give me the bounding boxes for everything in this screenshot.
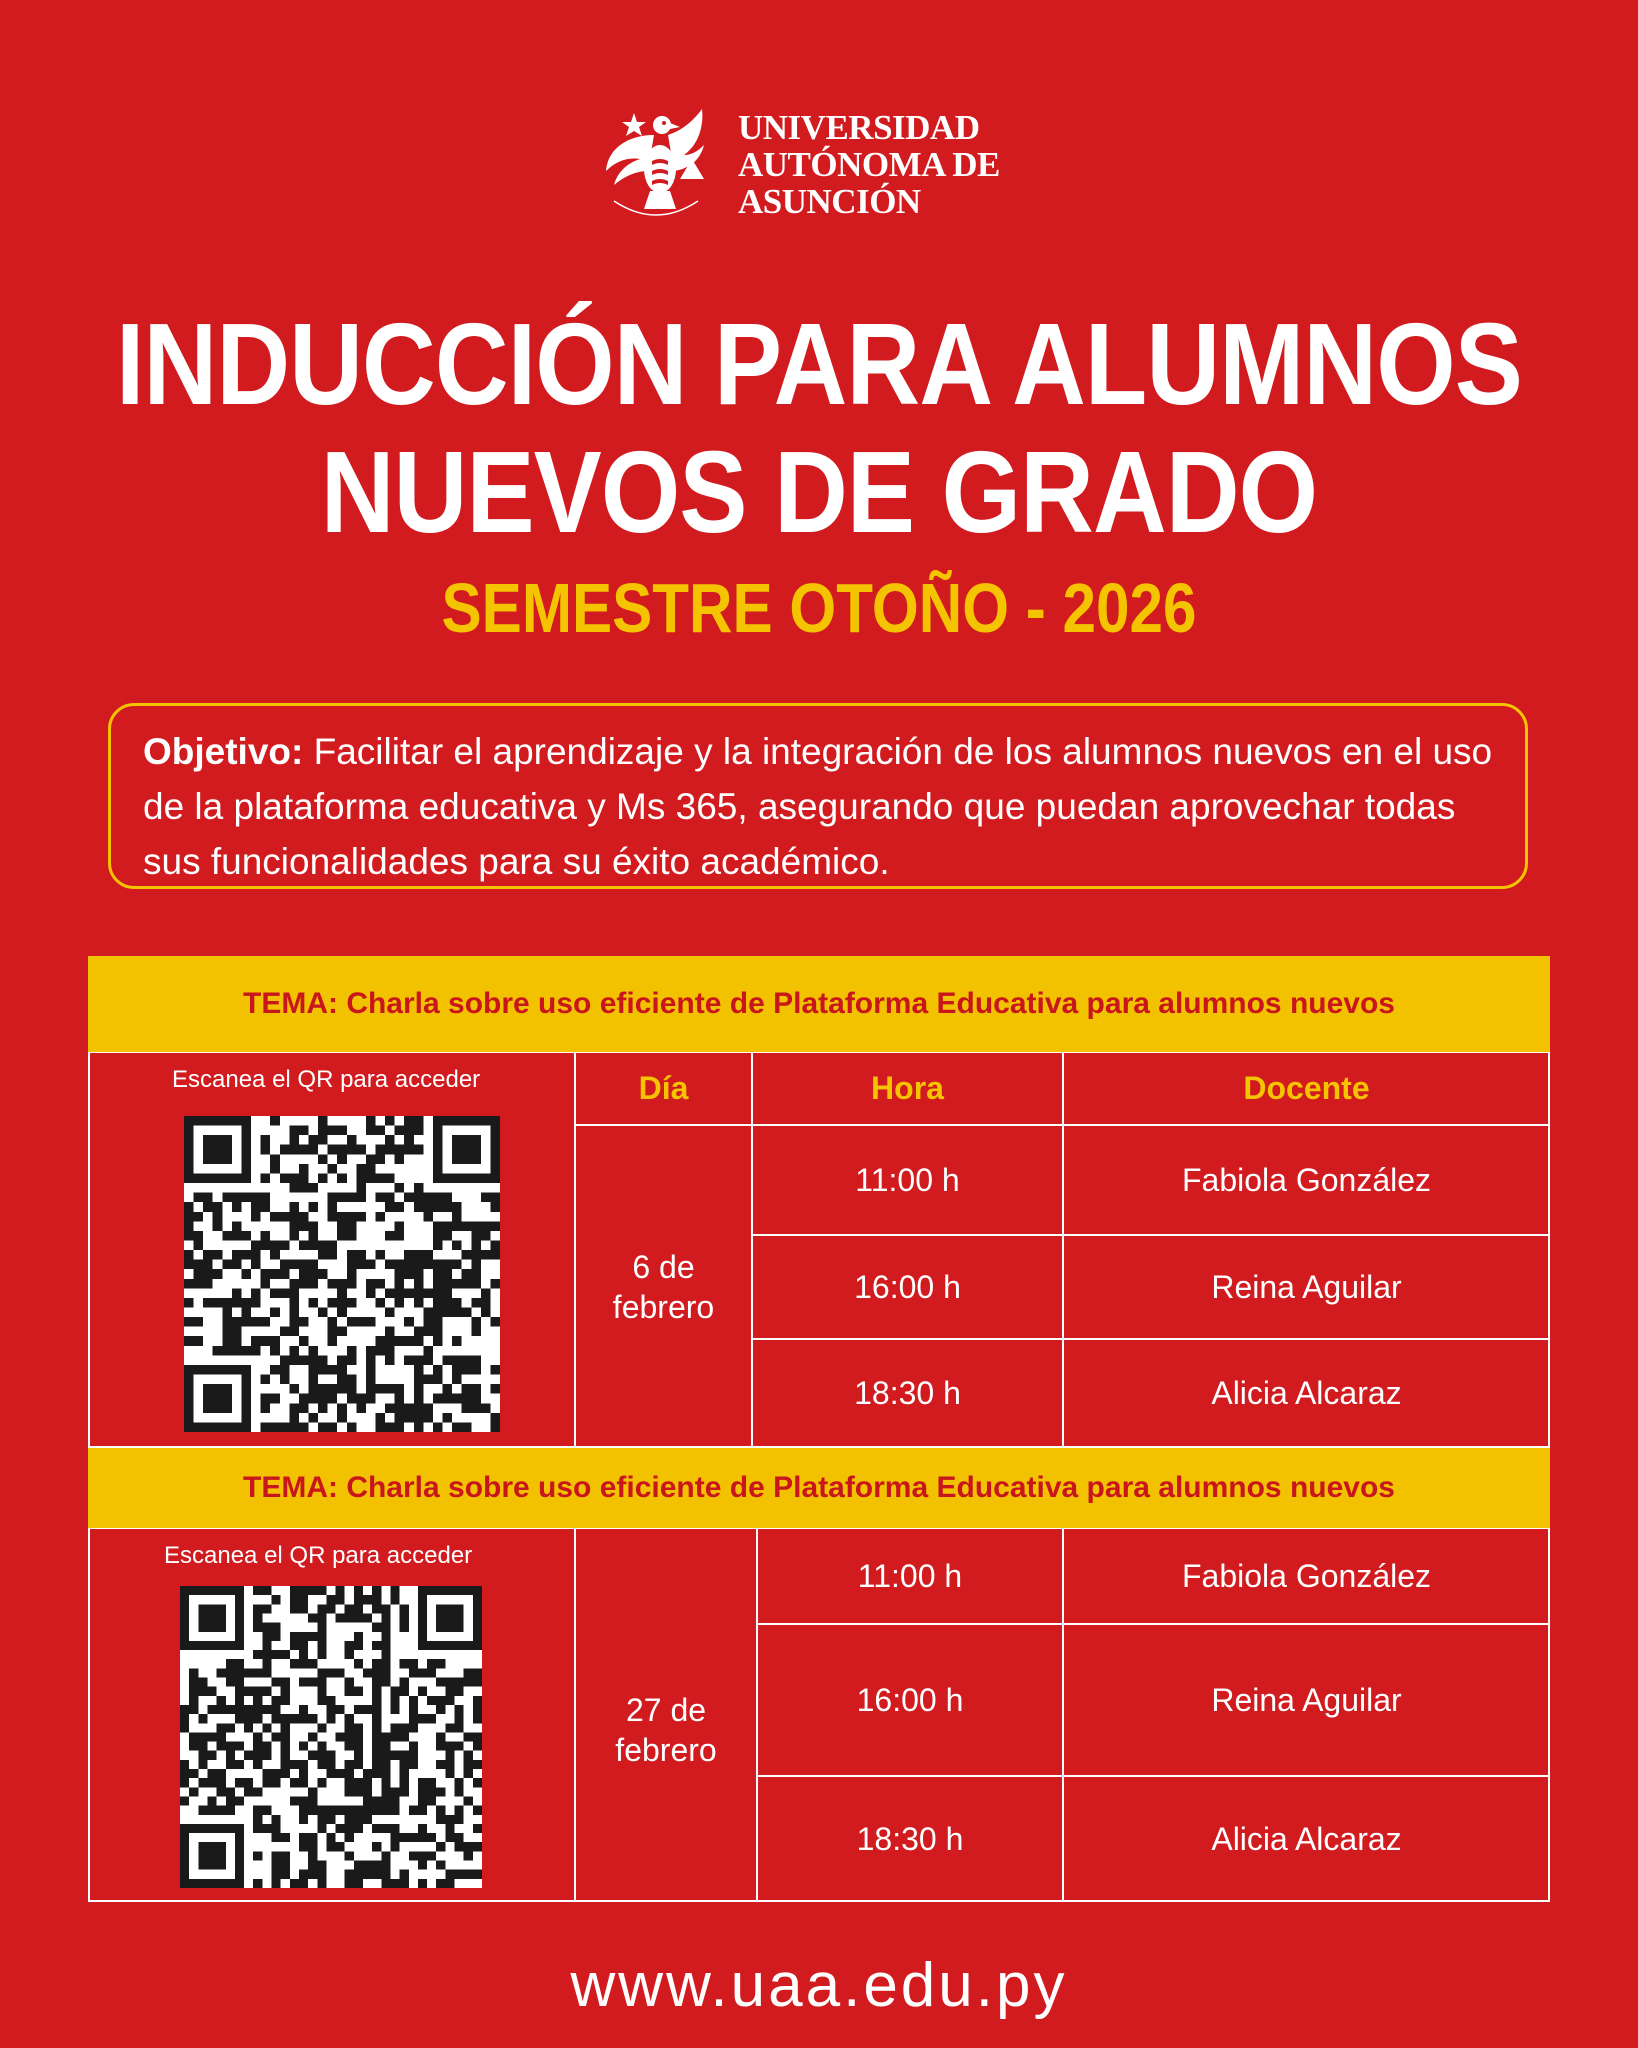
hour-cell: 18:30 h xyxy=(856,1820,964,1857)
university-name xyxy=(738,109,1000,220)
university-name-line: ASUNCIÓN xyxy=(738,182,921,221)
title-line: INDUCCIÓN PARA ALUMNOS xyxy=(116,299,1522,429)
qr-code[interactable] xyxy=(184,1116,500,1432)
teacher-cell: Fabiola González xyxy=(1181,1557,1432,1594)
teacher-cell: Alicia Alcaraz xyxy=(1211,1820,1402,1857)
scan-qr-label: Escanea el QR para acceder xyxy=(164,1542,473,1569)
eagle-crest-icon xyxy=(600,105,712,223)
schedule-table-2 xyxy=(88,1528,1550,1902)
hour-cell: 18:30 h xyxy=(854,1375,961,1411)
university-logo xyxy=(600,105,1040,225)
header-hour: Hora xyxy=(871,1070,944,1106)
day-line: 27 de xyxy=(625,1692,707,1728)
day-cell xyxy=(575,1528,757,1902)
topic-text: TEMA: Charla sobre uso eficiente de Plataforma Educativa para alumnos nuevos xyxy=(243,1471,1395,1504)
university-name-line: UNIVERSIDAD xyxy=(738,108,980,147)
semester-subtitle xyxy=(0,568,1638,648)
qr-code[interactable] xyxy=(180,1586,482,1888)
hour-cell: 16:00 h xyxy=(854,1268,961,1305)
day-line: febrero xyxy=(615,1732,717,1768)
objective-text: Facilitar el aprendizaje y la integración de los alumnos nuevos en el uso de la plataforma educativa y Ms 365, asegurando que puedan aprovechar todas sus funcionalidades para su éxito académico. xyxy=(143,731,1493,882)
objective-box xyxy=(108,703,1528,889)
topic-bar-2 xyxy=(88,1448,1550,1528)
website-link[interactable]: www.uaa.edu.py xyxy=(570,1951,1068,2020)
teacher-cell: Reina Aguilar xyxy=(1211,1268,1402,1305)
hour-cell: 11:00 h xyxy=(855,1161,960,1198)
schedule-table-1 xyxy=(88,1052,1550,1448)
hour-cell: 16:00 h xyxy=(856,1681,964,1718)
page-title xyxy=(0,300,1638,556)
day-line: 6 de xyxy=(632,1248,695,1285)
teacher-cell: Fabiola González xyxy=(1181,1161,1432,1198)
topic-text: TEMA: Charla sobre uso eficiente de Plataforma Educativa para alumnos nuevos xyxy=(243,987,1395,1020)
semester-subtitle-text: SEMESTRE OTOÑO - 2026 xyxy=(441,569,1197,647)
teacher-cell: Reina Aguilar xyxy=(1211,1681,1402,1718)
day-line: febrero xyxy=(612,1288,715,1325)
university-name-line: AUTÓNOMA DE xyxy=(738,145,1000,184)
title-line: NUEVOS DE GRADO xyxy=(320,427,1318,557)
scan-qr-label: Escanea el QR para acceder xyxy=(172,1066,481,1093)
header-teacher: Docente xyxy=(1243,1070,1370,1106)
objective-label: Objetivo: xyxy=(143,731,304,772)
hour-cell: 11:00 h xyxy=(857,1557,963,1594)
topic-bar-1 xyxy=(88,956,1550,1052)
day-cell xyxy=(575,1125,752,1448)
header-day: Día xyxy=(638,1070,689,1106)
teacher-cell: Alicia Alcaraz xyxy=(1211,1375,1402,1411)
